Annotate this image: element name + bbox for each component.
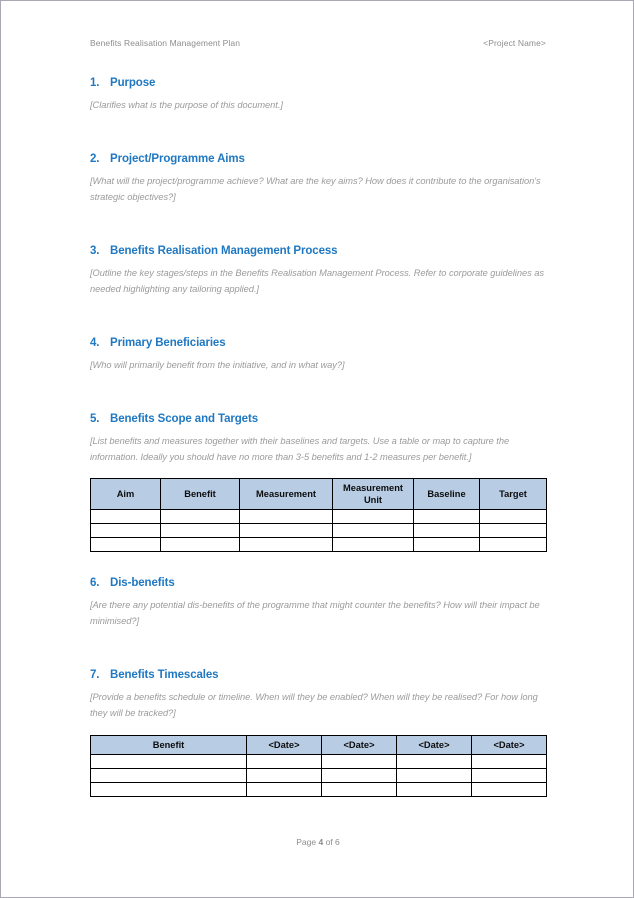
table-row[interactable] [91, 524, 547, 538]
table-cell-date-2[interactable] [322, 755, 397, 769]
table-cell-measurement-unit[interactable] [333, 524, 414, 538]
table-cell-target[interactable] [480, 524, 547, 538]
document-running-header [90, 38, 546, 48]
section-title: Primary Beneficiaries [110, 337, 226, 349]
section-number: 3. [90, 245, 100, 257]
table-cell-benefit[interactable] [91, 783, 247, 797]
table-row[interactable] [91, 755, 547, 769]
section-guidance-benefits-timescales: [Provide a benefits schedule or timeline. When will they be enabled? When will they be realised? For how long they will be tracked?] [90, 692, 538, 718]
table-cell-date-3[interactable] [397, 769, 472, 783]
column-header-date-2: <Date> [322, 736, 397, 755]
benefits-timescales-table[interactable] [90, 735, 547, 797]
section-heading-primary-beneficiaries [90, 337, 546, 349]
header-project-name: <Project Name> [483, 38, 546, 48]
table-cell-measurement-unit[interactable] [333, 538, 414, 552]
column-header-aim: Aim [91, 479, 161, 510]
section-number: 2. [90, 153, 100, 165]
column-header-baseline: Baseline [414, 479, 480, 510]
section-heading-dis-benefits [90, 577, 546, 589]
footer-page-suffix: of 6 [323, 837, 340, 847]
table-cell-target[interactable] [480, 538, 547, 552]
header-document-title: Benefits Realisation Management Plan [90, 38, 241, 48]
table-cell-date-4[interactable] [472, 783, 547, 797]
section-heading-benefits-scope-and-targets [90, 413, 546, 425]
table-row[interactable] [91, 510, 547, 524]
section-guidance-brm-process: [Outline the key stages/steps in the Benefits Realisation Management Process. Refer to corporate guidelines as needed highlighting any tailoring applied.] [90, 268, 544, 294]
table-cell-date-1[interactable] [247, 755, 322, 769]
benefits-scope-table[interactable] [90, 478, 547, 552]
column-header-measurement-unit: Measurement Unit [333, 479, 414, 510]
table-cell-date-4[interactable] [472, 755, 547, 769]
table-cell-date-3[interactable] [397, 783, 472, 797]
table-cell-date-1[interactable] [247, 783, 322, 797]
section-heading-project-programme-aims [90, 153, 546, 165]
section-title: Dis-benefits [110, 577, 175, 589]
column-header-date-1: <Date> [247, 736, 322, 755]
table-cell-date-1[interactable] [247, 769, 322, 783]
table-cell-benefit[interactable] [91, 769, 247, 783]
table-cell-aim[interactable] [91, 524, 161, 538]
section-title: Benefits Realisation Management Process [110, 245, 338, 257]
table-cell-baseline[interactable] [414, 524, 480, 538]
table-cell-benefit[interactable] [91, 755, 247, 769]
section-title: Benefits Timescales [110, 669, 219, 681]
table-cell-benefit[interactable] [161, 524, 240, 538]
footer-page-number: 4 [318, 837, 324, 847]
document-running-footer [1, 837, 634, 847]
table-cell-aim[interactable] [91, 538, 161, 552]
table-cell-target[interactable] [480, 510, 547, 524]
section-number: 6. [90, 577, 100, 589]
section-title: Benefits Scope and Targets [110, 413, 259, 425]
column-header-benefit: Benefit [161, 479, 240, 510]
section-guidance-project-programme-aims: [What will the project/programme achieve? What are the key aims? How does it contribute to the organisation's strategic objectives?] [90, 176, 541, 202]
table-cell-measurement[interactable] [240, 510, 333, 524]
section-title: Project/Programme Aims [110, 153, 245, 165]
column-header-benefit: Benefit [91, 736, 247, 755]
table-cell-benefit[interactable] [161, 510, 240, 524]
section-heading-brm-process [90, 245, 546, 257]
table-cell-date-4[interactable] [472, 769, 547, 783]
section-heading-benefits-timescales [90, 669, 546, 681]
section-guidance-dis-benefits: [Are there any potential dis-benefits of the programme that might counter the benefits? How will their impact be minimised?] [90, 600, 540, 626]
column-header-date-4: <Date> [472, 736, 547, 755]
section-guidance-purpose: [Clarifies what is the purpose of this document.] [90, 100, 283, 110]
table-cell-date-3[interactable] [397, 755, 472, 769]
section-guidance-benefits-scope-and-targets: [List benefits and measures together with their baselines and targets. Use a table or map to capture the information. Ideally you should have no more than 3-5 benefits and 1-2 measures per benefit.] [90, 436, 510, 462]
table-row[interactable] [91, 769, 547, 783]
table-row[interactable] [91, 538, 547, 552]
section-number: 7. [90, 669, 100, 681]
table-cell-baseline[interactable] [414, 510, 480, 524]
section-number: 1. [90, 77, 100, 89]
section-number: 4. [90, 337, 100, 349]
section-number: 5. [90, 413, 100, 425]
table-cell-date-2[interactable] [322, 783, 397, 797]
column-header-date-3: <Date> [397, 736, 472, 755]
table-cell-measurement[interactable] [240, 524, 333, 538]
section-heading-purpose [90, 77, 546, 89]
table-cell-measurement[interactable] [240, 538, 333, 552]
section-title: Purpose [110, 77, 156, 89]
table-cell-aim[interactable] [91, 510, 161, 524]
table-cell-date-2[interactable] [322, 769, 397, 783]
table-header-row [91, 736, 547, 755]
table-cell-benefit[interactable] [161, 538, 240, 552]
section-guidance-primary-beneficiaries: [Who will primarily benefit from the initiative, and in what way?] [90, 360, 345, 370]
column-header-target: Target [480, 479, 547, 510]
column-header-measurement: Measurement [240, 479, 333, 510]
table-row[interactable] [91, 783, 547, 797]
table-cell-baseline[interactable] [414, 538, 480, 552]
table-cell-measurement-unit[interactable] [333, 510, 414, 524]
table-header-row [91, 479, 547, 510]
footer-page-prefix: Page [296, 837, 319, 847]
